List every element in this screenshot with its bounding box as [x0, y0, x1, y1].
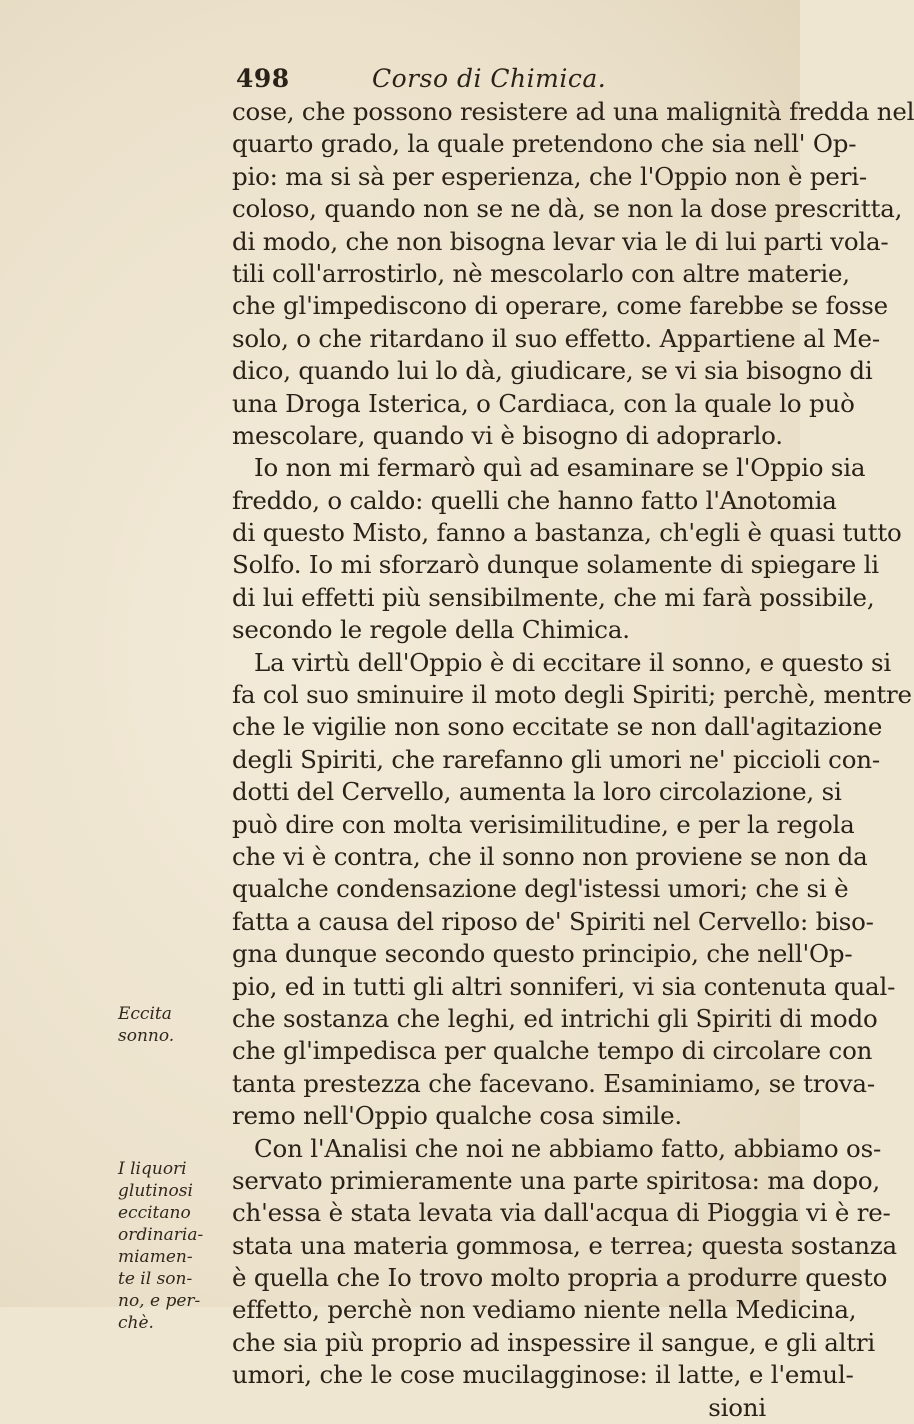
- text-line: può dire con molta verisimilitudine, e per la regola: [232, 809, 855, 839]
- text-line: tanta prestezza che facevano. Esaminiamo, se trova-: [232, 1068, 875, 1098]
- text-line: di lui effetti più sensibilmente, che mi farà possibile,: [232, 582, 875, 612]
- text-line: di modo, che non bisogna levar via le di lui parti vola-: [232, 226, 889, 256]
- text-line: è quella che Io trovo molto propria a produrre questo: [232, 1263, 888, 1293]
- text-line: che sia più proprio ad inspessire il sangue, e gli altri: [232, 1327, 876, 1357]
- running-head: [232, 64, 702, 92]
- text-line: che gl'impedisca per qualche tempo di circolare con: [232, 1036, 873, 1066]
- text-line: degli Spiriti, che rarefanno gli umori ne' piccioli con-: [232, 744, 880, 774]
- body-text: [232, 96, 914, 1424]
- text-line: cose, che possono resistere ad una malignità fredda nel: [232, 97, 914, 126]
- text-line: fatta a causa del riposo de' Spiriti nel Cervello: biso-: [232, 906, 874, 936]
- text-line: pio: ma si sà per esperienza, che l'Oppio non è peri-: [232, 161, 867, 191]
- text-line: umori, che le cose mucilagginose: il latte, e l'emul-: [232, 1360, 854, 1390]
- text-line: solo, o che ritardano il suo effetto. Appartiene al Me-: [232, 323, 880, 353]
- marginal-note-line: glutinosi: [118, 1181, 193, 1201]
- text-line: freddo, o caldo: quelli che hanno fatto l'Anotomia: [232, 485, 837, 515]
- text-line: remo nell'Oppio qualche cosa simile.: [232, 1101, 683, 1131]
- text-line: Con l'Analisi che noi ne abbiamo fatto, abbiamo os-: [254, 1133, 882, 1163]
- text-line: mescolare, quando vi è bisogno di adoprarlo.: [232, 420, 783, 450]
- text-line: una Droga Isterica, o Cardiaca, con la quale lo può: [232, 388, 855, 418]
- text-line: di questo Misto, fanno a bastanza, ch'egli è quasi tutto: [232, 518, 902, 548]
- text-line: effetto, perchè non vediamo niente nella Medicina,: [232, 1295, 857, 1325]
- text-line: servato primieramente una parte spiritosa: ma dopo,: [232, 1165, 880, 1195]
- text-line: che le vigilie non sono eccitate se non dall'agitazione: [232, 712, 883, 742]
- text-line: Solfo. Io mi sforzarò dunque solamente di spiegare li: [232, 550, 879, 580]
- text-line: secondo le regole della Chimica.: [232, 615, 630, 645]
- catchword: sioni: [708, 1392, 766, 1422]
- text-line: che gl'impediscono di operare, come farebbe se fosse: [232, 291, 888, 321]
- text-line: Io non mi fermarò quì ad esaminare se l'Oppio sia: [254, 453, 866, 483]
- marginal-note-liquors: [118, 1158, 226, 1334]
- text-line: stata una materia gommosa, e terrea; questa sostanza: [232, 1230, 897, 1260]
- text-line: pio, ed in tutti gli altri sonniferi, vi sia contenuta qual-: [232, 971, 896, 1001]
- text-line: ch'essa è stata levata via dall'acqua di Pioggia vi è re-: [232, 1198, 891, 1228]
- marginal-note-line: eccitano: [118, 1203, 191, 1223]
- text-line: che sostanza che leghi, ed intrichi gli Spiriti di modo: [232, 1003, 878, 1033]
- text-line: fa col suo sminuire il moto degli Spiriti; perchè, mentre: [232, 680, 912, 710]
- marginal-note-line: no, e per-: [118, 1291, 201, 1311]
- text-line: tili coll'arrostirlo, nè mescolarlo con altre materie,: [232, 258, 850, 288]
- marginal-note-line: te il son-: [118, 1269, 193, 1289]
- running-title: Corso di Chimica.: [372, 64, 607, 93]
- text-line: La virtù dell'Oppio è di eccitare il sonno, e questo si: [254, 647, 891, 677]
- text-line: gna dunque secondo questo principio, che nell'Op-: [232, 939, 853, 969]
- text-line: qualche condensazione degl'istessi umori; che si è: [232, 874, 849, 904]
- text-line: dico, quando lui lo dà, giudicare, se vi sia bisogno di: [232, 356, 873, 386]
- marginal-note-line: miamen-: [118, 1247, 193, 1267]
- text-line: coloso, quando non se ne dà, se non la dose prescritta,: [232, 194, 903, 224]
- marginal-note-line: ordinaria-: [118, 1225, 204, 1245]
- marginal-note-line: Eccita: [118, 1004, 172, 1024]
- marginal-note-line: sonno.: [118, 1026, 175, 1046]
- text-line: dotti del Cervello, aumenta la loro circolazione, si: [232, 777, 842, 807]
- marginal-note-sleep: [118, 1003, 226, 1047]
- page-number: 498: [236, 64, 290, 93]
- text-line: quarto grado, la quale pretendono che sia nell' Op-: [232, 129, 857, 159]
- marginal-note-line: chè.: [118, 1313, 154, 1333]
- marginal-note-line: I liquori: [118, 1159, 187, 1179]
- text-line: che vi è contra, che il sonno non proviene se non da: [232, 841, 868, 871]
